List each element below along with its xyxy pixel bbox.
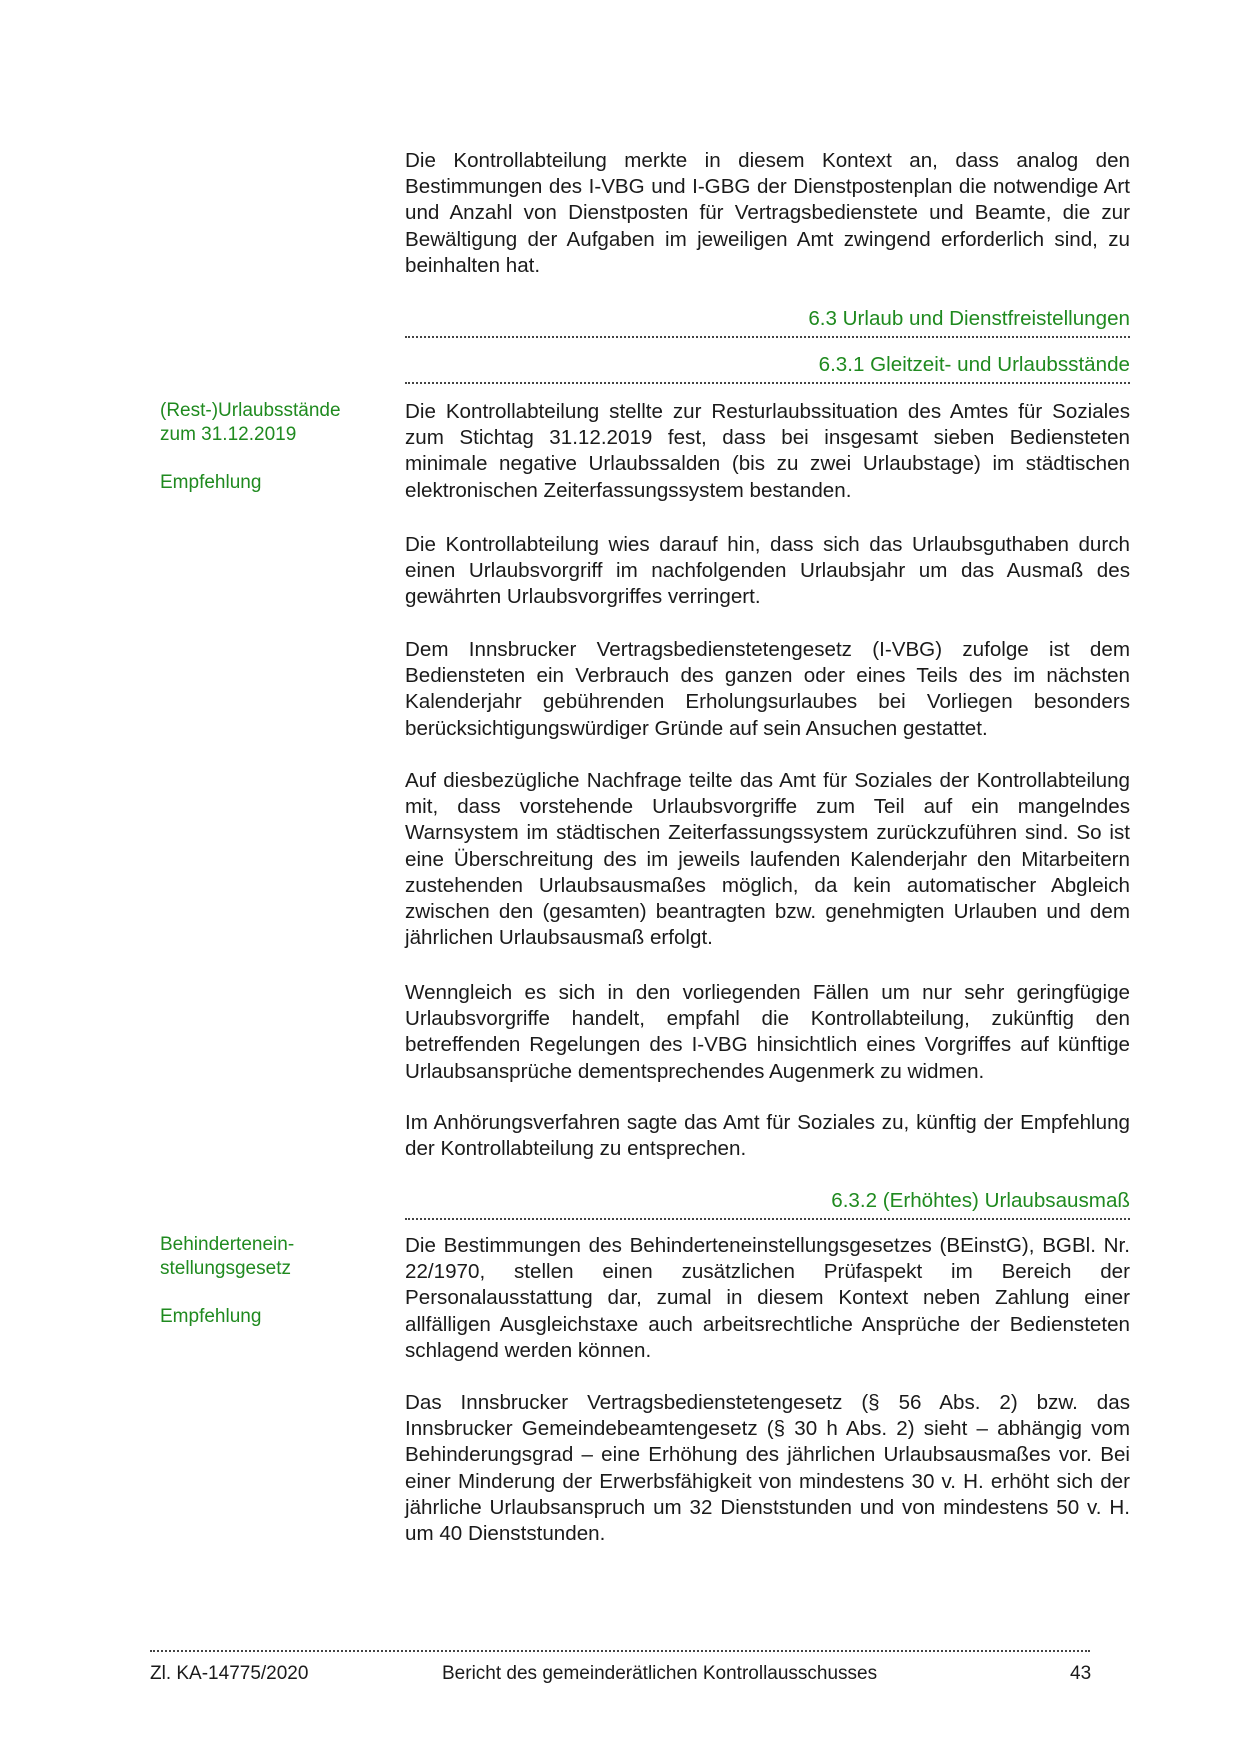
margin-note-line: (Rest-)Urlaubsstände [160, 400, 341, 421]
section-heading-6-3-1: 6.3.1 Gleitzeit- und Urlaubsstände [818, 353, 1130, 376]
page-number: 43 [1070, 1663, 1092, 1684]
section-heading-6-3: 6.3 Urlaub und Dienstfreistellungen [808, 307, 1130, 330]
paragraph-nachfrage: Auf diesbezügliche Nachfrage teilte das Amt für Soziales der Kontrollabteilung mit, dass vorstehende Urlaubsvorgriffe zum Teil auf ein mangelndes Warnsystem im städtischen Zeiterfassungssystem zurückzuführen sind. So ist eine Überschreitung des im jeweils laufenden Kalenderjahr den Mitarbeitern zustehenden Urlaubsausmaßes möglich, da kein automatischer Abgleich zwischen den (gesamten) beantragten bzw. genehmigten Urlauben und dem jährlichen Urlaubsausmaß erfolgt. [405, 769, 1130, 950]
margin-note-empfehlung: Empfehlung [160, 472, 262, 493]
paragraph-empfehlung: Wenngleich es sich in den vorliegenden Fällen um nur sehr geringfügige Urlaubsvorgriffe handelt, empfahl die Kontrollabteilung, zukünftig den betreffenden Regelungen des I-VBG hinsichtlich eines Vorgriffes auf künftige Urlaubsansprüche dementsprechendes Augenmerk zu widmen. [405, 981, 1130, 1083]
margin-note-beinstg [160, 1233, 370, 1281]
margin-note-empfehlung: Empfehlung [160, 1306, 262, 1327]
paragraph-anhoerung: Im Anhörungsverfahren sagte das Amt für Soziales zu, künftig der Empfehlung der Kontrollabteilung zu entsprechen. [405, 1111, 1130, 1161]
heading-divider [405, 336, 1130, 338]
heading-divider [405, 382, 1130, 384]
margin-note-line: stellungsgesetz [160, 1258, 291, 1279]
paragraph-resturlaub: Die Kontrollabteilung stellte zur Resturlaubssituation des Amtes für Soziales zum Stichtag 31.12.2019 fest, dass bei insgesamt sieben Bediensteten minimale negative Urlaubssalden (bis zu zwei Urlaubstage) im städtischen elektronischen Zeiterfassungssystem bestanden. [405, 400, 1130, 502]
footer-title: Bericht des gemeinderätlichen Kontrollausschusses [442, 1663, 878, 1684]
paragraph-urlaubsguthaben: Die Kontrollabteilung wies darauf hin, dass sich das Urlaubsguthaben durch einen Urlaubsvorgriff im nachfolgenden Urlaubsjahr um das Ausmaß des gewährten Urlaubsvorgriffes verringert. [405, 533, 1130, 609]
paragraph-dienstpostenplan: Die Kontrollabteilung merkte in diesem Kontext an, dass analog den Bestimmungen des I-VBG und I-GBG der Dienstpostenplan die notwendige Art und Anzahl von Dienstposten für Vertragsbedienstete und Beamte, die zur Bewältigung der Aufgaben im jeweiligen Amt zwingend erforderlich sind, zu beinhalten hat. [405, 149, 1130, 277]
margin-note-line: Behindertenein- [160, 1234, 295, 1255]
paragraph-ivbg: Dem Innsbrucker Vertragsbedienstetengesetz (I-VBG) zufolge ist dem Bediensteten ein Verbrauch des ganzen oder eines Teils des im nächsten Kalenderjahr gebührenden Erholungsurlaubes bei Vorliegen besonders berücksichtigungswürdiger Gründe auf sein Ansuchen gestattet. [405, 638, 1130, 740]
margin-note-reststaende [160, 399, 370, 447]
heading-divider [405, 1218, 1130, 1220]
section-heading-6-3-2: 6.3.2 (Erhöhtes) Urlaubsausmaß [831, 1189, 1130, 1212]
margin-note-line: zum 31.12.2019 [160, 424, 297, 445]
paragraph-beinstg: Die Bestimmungen des Behinderteneinstellungsgesetzes (BEinstG), BGBl. Nr. 22/1970, stellen einen zusätzlichen Prüfaspekt im Bereich der Personalausstattung dar, zumal in diesem Kontext neben Zahlung einer allfälligen Ausgleichstaxe auch arbeitsrechtliche Ansprüche der Bediensteten schlagend werden können. [405, 1234, 1130, 1362]
footer-reference: Zl. KA-14775/2020 [150, 1663, 309, 1684]
footer-divider [150, 1650, 1090, 1652]
paragraph-urlaubsausmass: Das Innsbrucker Vertragsbedienstetengesetz (§ 56 Abs. 2) bzw. das Innsbrucker Gemeindebeamtengesetz (§ 30 h Abs. 2) sieht – abhängig vom Behinderungsgrad – eine Erhöhung des jährlichen Urlaubsausmaßes vor. Bei einer Minderung der Erwerbsfähigkeit von mindestens 30 v. H. erhöht sich der jährliche Urlaubsanspruch um 32 Dienststunden und von mindestens 50 v. H. um 40 Dienststunden. [405, 1391, 1130, 1546]
